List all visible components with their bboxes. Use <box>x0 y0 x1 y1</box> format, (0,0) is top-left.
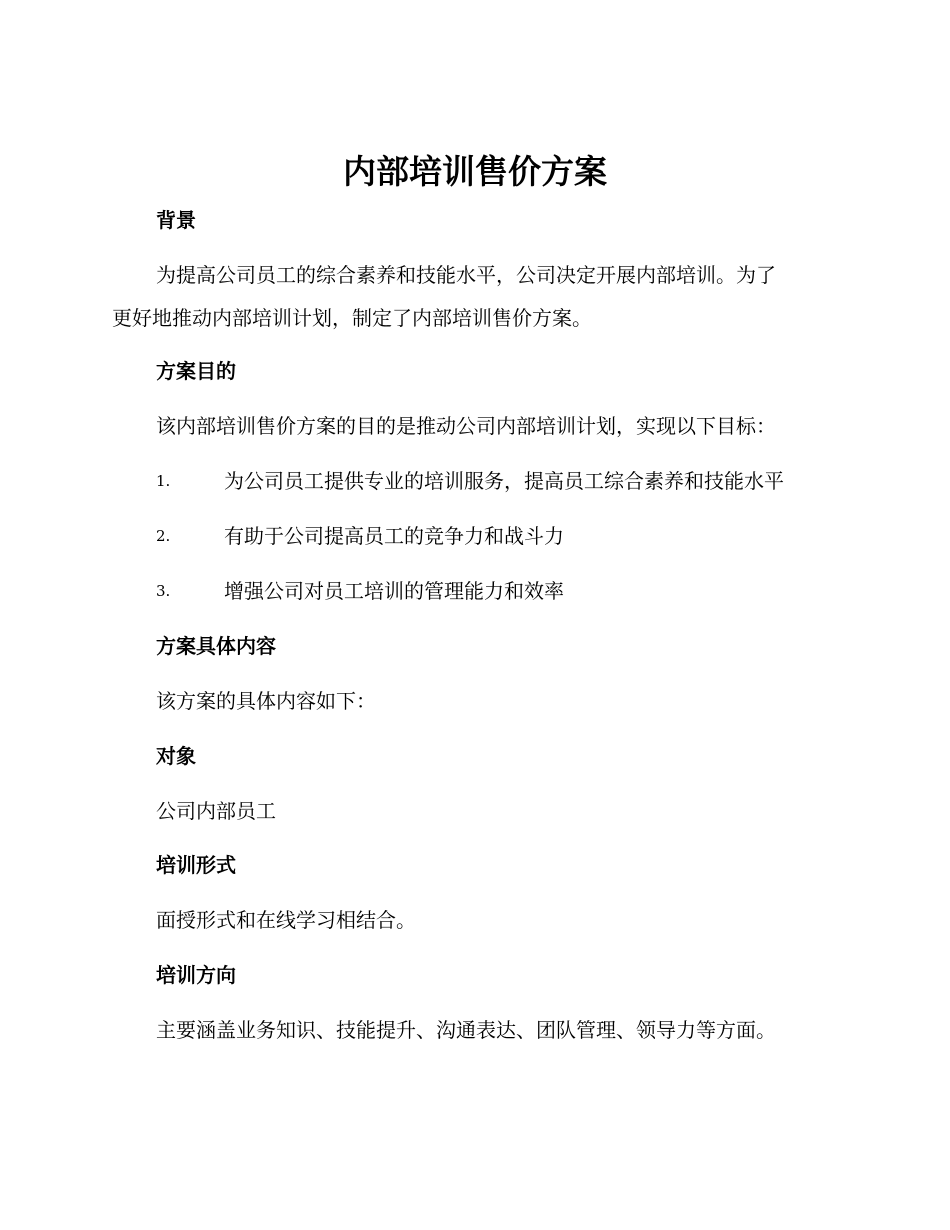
heading-background: 背景 <box>156 208 196 232</box>
format-text: 面授形式和在线学习相结合。 <box>156 908 416 932</box>
direction-text: 主要涵盖业务知识、技能提升、沟通表达、团队管理、领导力等方面。 <box>156 1018 776 1042</box>
list-item-text: 有助于公司提高员工的竞争力和战斗力 <box>224 524 564 548</box>
heading-direction: 培训方向 <box>156 963 236 987</box>
content-intro: 该方案的具体内容如下： <box>156 689 376 713</box>
background-paragraph-line-2: 更好地推动内部培训计划，制定了内部培训售价方案。 <box>112 306 592 330</box>
heading-content: 方案具体内容 <box>156 634 276 658</box>
purpose-intro: 该内部培训售价方案的目的是推动公司内部培训计划，实现以下目标： <box>156 414 776 438</box>
document-title: 内部培训售价方案 <box>343 152 607 191</box>
background-paragraph-line-1: 为提高公司员工的综合素养和技能水平，公司决定开展内部培训。为了 <box>156 263 776 287</box>
list-item-number: 3. <box>156 582 171 600</box>
heading-purpose: 方案目的 <box>156 359 236 383</box>
list-item-text: 为公司员工提供专业的培训服务，提高员工综合素养和技能水平 <box>224 469 784 493</box>
list-item-number: 2. <box>156 527 171 545</box>
list-item-text: 增强公司对员工培训的管理能力和效率 <box>224 579 564 603</box>
target-text: 公司内部员工 <box>156 799 276 823</box>
list-item-number: 1. <box>156 472 171 490</box>
heading-target: 对象 <box>156 744 196 768</box>
heading-format: 培训形式 <box>156 853 236 877</box>
